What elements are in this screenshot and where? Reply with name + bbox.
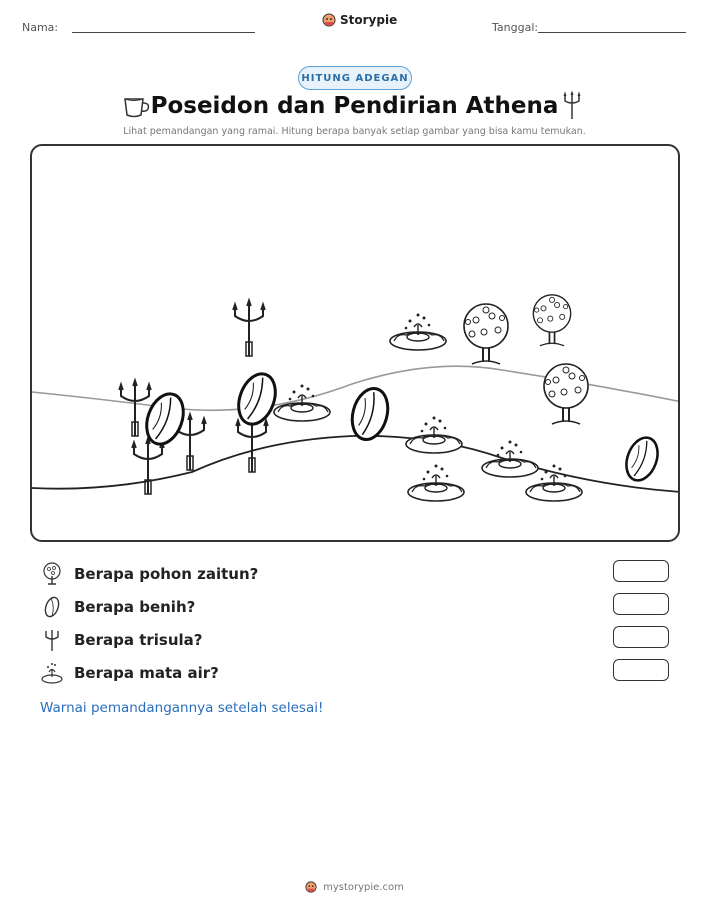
question-text: Berapa pohon zaitun? [74,565,259,583]
scene-drawing [32,146,680,542]
seed-icon [40,595,64,619]
question-text: Berapa trisula? [74,631,203,649]
trident-icon [40,628,64,652]
seed [347,384,393,443]
name-label: Nama: [22,21,59,34]
question-row-seeds [40,595,195,619]
site-footer [0,881,709,893]
question-row-tridents [40,628,203,652]
spring [406,417,462,454]
spring [482,441,538,478]
olive-tree [464,304,508,364]
trident-title-icon [563,91,581,125]
counting-scene [30,144,680,542]
storypie-mascot-icon [322,13,336,27]
question-text: Berapa mata air? [74,664,219,682]
name-line[interactable] [72,32,255,33]
brand-name: Storypie [340,13,398,27]
question-row-springs [40,661,219,685]
section-badge: HITUNG ADEGAN [298,66,412,90]
seed [232,369,282,429]
trident [132,438,164,494]
question-text: Berapa benih? [74,598,196,616]
coloring-note: Warnai pemandangannya setelah selesai! [40,700,324,716]
spring [408,465,464,502]
storypie-mascot-icon [305,881,317,893]
answer-box-springs[interactable] [613,659,669,681]
olive-tree-icon [40,562,64,586]
page-title: Poseidon dan Pendirian Athena [150,93,559,119]
spring-icon [40,661,64,685]
spring [274,385,330,422]
front-hill-line [32,436,680,492]
answer-box-tridents[interactable] [613,626,669,648]
seed [621,433,663,484]
spring [390,314,446,351]
date-label: Tanggal: [492,21,539,34]
answer-box-seeds[interactable] [613,593,669,615]
trident [233,300,265,356]
olive-tree [544,364,588,424]
question-row-trees [40,562,258,586]
site-url[interactable]: mystorypie.com [323,881,404,893]
instructions: Lihat pemandangan yang ramai. Hitung berapa banyak setiap gambar yang bisa kamu temukan. [123,126,586,137]
olive-tree [533,295,570,346]
date-line[interactable] [538,32,686,33]
brand-logo [322,13,397,27]
answer-box-trees[interactable] [613,560,669,582]
